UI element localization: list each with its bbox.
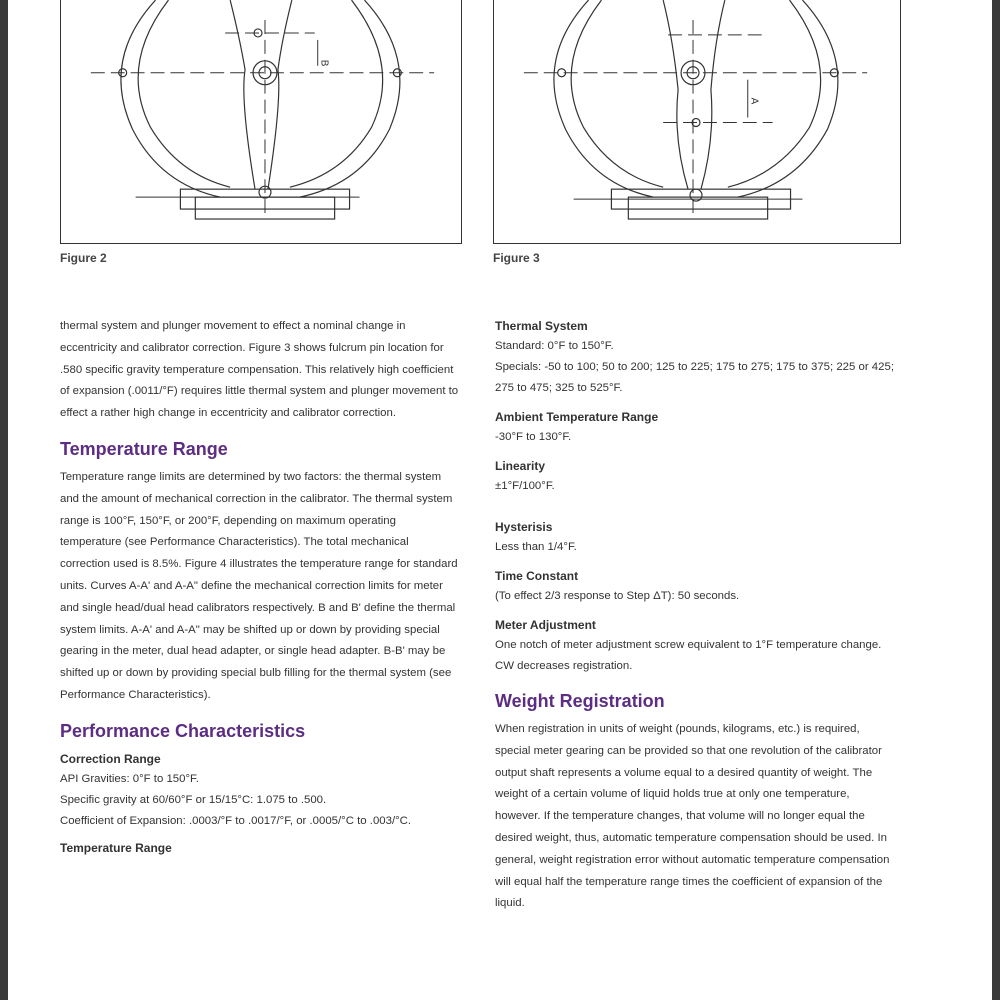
weight-registration-paragraph: When registration in units of weight (pounds, kilograms, etc.) is required, special meter gearing can be provided so that one revolution of the calibrator output shaft represents a volume equal to a desired quantity of weight. The weight of a certain volume of liquid holds true at only one temperature, however. If the temperature changes, that volume will no longer equal the desired weight, thus, automatic temperature compensation should be used. In general, weight registration error without automatic temperature compensation will equal half the temperature range times the coefficient of expansion of the liquid. [495,723,890,910]
spec-hysterisis [495,517,895,558]
weight-registration-heading: Weight Registration [495,691,665,711]
spec-value: ±1°F/100°F. [495,480,555,492]
page-edge-right [992,0,1000,1000]
figure-3-caption: Figure 3 [493,251,540,265]
spec-meter-adjustment [495,615,895,677]
spec-title: Hysterisis [495,520,553,534]
figure-2-svg [61,0,461,243]
performance-characteristics-heading: Performance Characteristics [60,720,306,741]
figure-3-dimension-label: A [748,97,760,105]
page-edge-left [0,0,8,1000]
figure-2-caption: Figure 2 [60,251,107,265]
spec-title: Ambient Temperature Range [495,410,659,424]
left-column [60,316,460,858]
right-column [495,316,895,915]
figure-3-svg [494,0,900,243]
spec-value: Less than 1/4°F. [495,541,577,553]
correction-range-line: Specific gravity at 60/60°F or 15/15°C: 1.075 to .500. [60,793,327,806]
spec-thermal-system [495,316,895,399]
correction-range-line: Coefficient of Expansion: .0003/°F to .0017/°F, or .0005/°C to .003/°C. [60,814,412,827]
intro-paragraph: thermal system and plunger movement to effect a nominal change in eccentricity and calibrator correction. Figure 3 shows fulcrum pin location for .580 specific gravity temperature compensation. This relatively high coefficient of expansion (.0011/°F) requires little thermal system and plunger movement to effect a rather high change in eccentricity and calibrator correction. [60,320,459,420]
spec-value: (To effect 2/3 response to Step ΔT): 50 seconds. [495,590,740,602]
figure-2-drawing [60,0,462,244]
spec-time-constant [495,566,895,607]
temperature-range-heading: Temperature Range [60,438,228,459]
spec-title: Meter Adjustment [495,618,596,632]
temperature-range-paragraph: Temperature range limits are determined by two factors: the thermal system and the amount of mechanical correction in the calibrator. The thermal system range is 100°F, 150°F, or 200°F, depending on maximum operating temperature (see Performance Characteristics). The total mechanical correction used is 8.5%. Figure 4 illustrates the temperature range for standard units. Curves A-A' and A-A" define the mechanical correction limits for meter and single head/dual head calibrators respectively. B and B' define the thermal system limits. A-A' and A-A" may be shifted up or down by providing special gearing in the meter, dual head adapter, or single head adapter. B-B' may be shifted up or down by providing special bulb filling for the thermal system (see Performance Characteristics). [60,470,458,701]
temperature-range-title: Temperature Range [60,840,172,855]
correction-range-title: Correction Range [60,751,161,766]
spec-title: Thermal System [495,319,588,333]
spec-value: One notch of meter adjustment screw equivalent to 1°F temperature change. CW decreases registration. [495,639,882,672]
spec-value: Standard: 0°F to 150°F. Specials: -50 to 100; 50 to 200; 125 to 225; 175 to 275; 175 to 375; 225 or 425; 275 to 475; 325 to 525°F. [495,340,894,394]
correction-range-line: API Gravities: 0°F to 150°F. [60,772,199,785]
spec-linearity [495,456,895,497]
spec-value: -30°F to 130°F. [495,431,572,443]
spec-title: Time Constant [495,569,579,583]
figure-3-drawing [493,0,901,244]
spec-ambient-temperature-range [495,407,895,448]
figure-2-dimension-label: B [318,59,330,67]
spec-title: Linearity [495,459,546,473]
